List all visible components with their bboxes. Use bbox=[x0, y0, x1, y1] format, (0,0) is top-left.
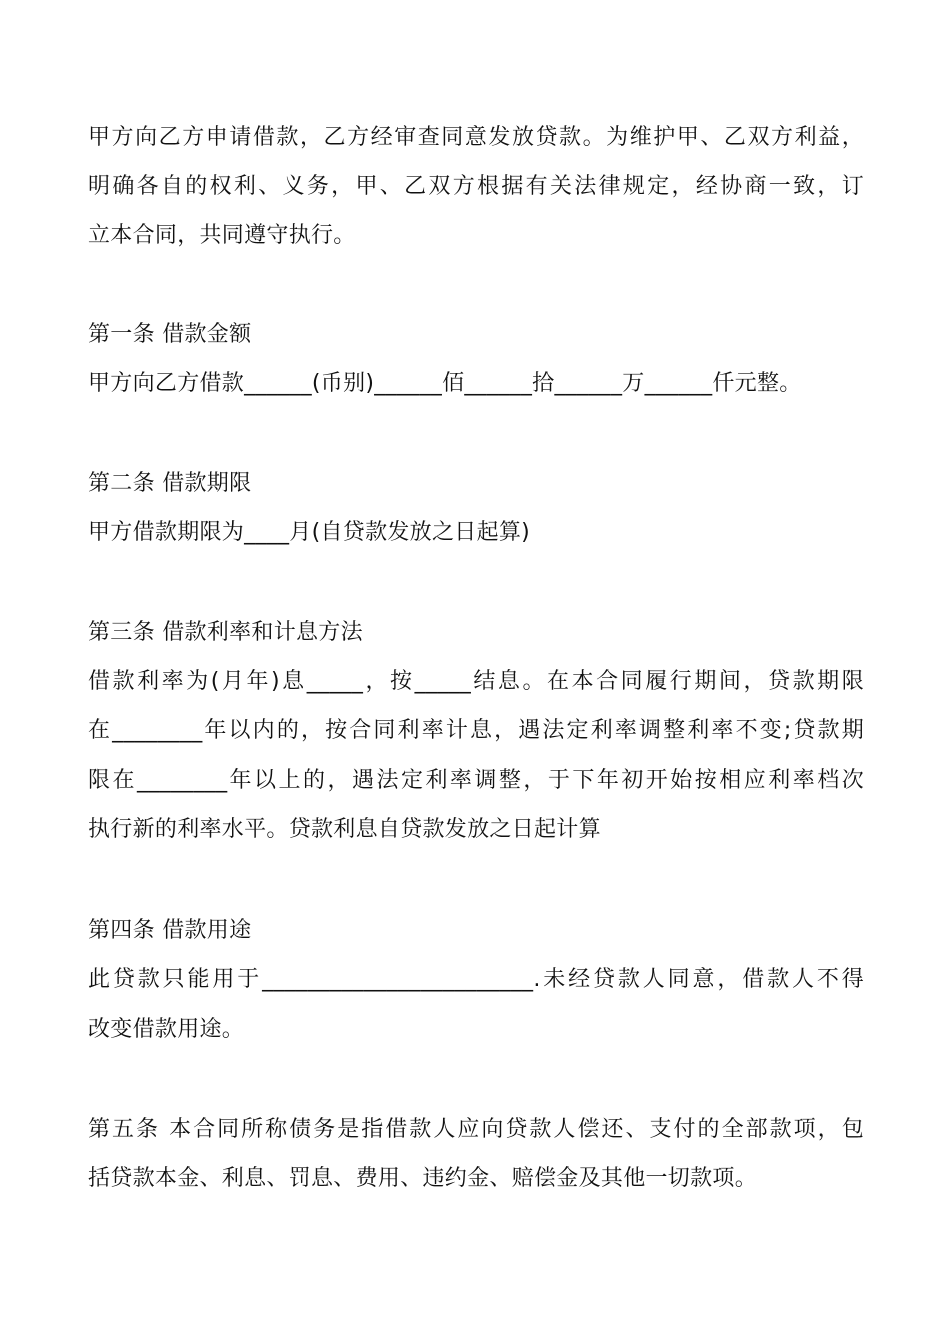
article-1-line-1: 甲方向乙方借款______(币别)______佰______拾______万______仟元整。 bbox=[88, 371, 802, 396]
intro-line-2: 明确各自的权利、义务，甲、乙双方根据有关法律规定，经协商一致，订 bbox=[88, 174, 864, 199]
article-3-line-3: 限在________年以上的，遇法定利率调整，于下年初开始按相应利率档次 bbox=[88, 768, 864, 793]
article-4-line-1: 此贷款只能用于________________________.未经贷款人同意，借款人不得 bbox=[88, 967, 864, 992]
article-3-line-2: 在________年以内的，按合同利率计息，遇法定利率调整利率不变;贷款期 bbox=[88, 718, 864, 743]
article-5-line-2: 括贷款本金、利息、罚息、费用、违约金、赔偿金及其他一切款项。 bbox=[88, 1166, 758, 1191]
intro-line-1: 甲方向乙方申请借款，乙方经审查同意发放贷款。为维护甲、乙双方利益， bbox=[88, 125, 864, 150]
intro-line-3: 立本合同，共同遵守执行。 bbox=[88, 223, 356, 248]
article-4-heading: 第四条 借款用途 bbox=[88, 918, 252, 943]
article-5-line-1: 第五条 本合同所称债务是指借款人应向贷款人偿还、支付的全部款项，包 bbox=[88, 1117, 864, 1142]
article-4-line-2: 改变借款用途。 bbox=[88, 1017, 245, 1042]
article-2-heading: 第二条 借款期限 bbox=[88, 471, 252, 496]
article-3-line-1: 借款利率为(月年)息_____，按_____结息。在本合同履行期间，贷款期限 bbox=[88, 669, 864, 694]
article-3-heading: 第三条 借款利率和计息方法 bbox=[88, 620, 363, 645]
article-1-heading: 第一条 借款金额 bbox=[88, 322, 252, 347]
article-2-line-1: 甲方借款期限为____月(自贷款发放之日起算) bbox=[88, 520, 531, 545]
article-3-line-4: 执行新的利率水平。贷款利息自贷款发放之日起计算 bbox=[88, 817, 601, 842]
